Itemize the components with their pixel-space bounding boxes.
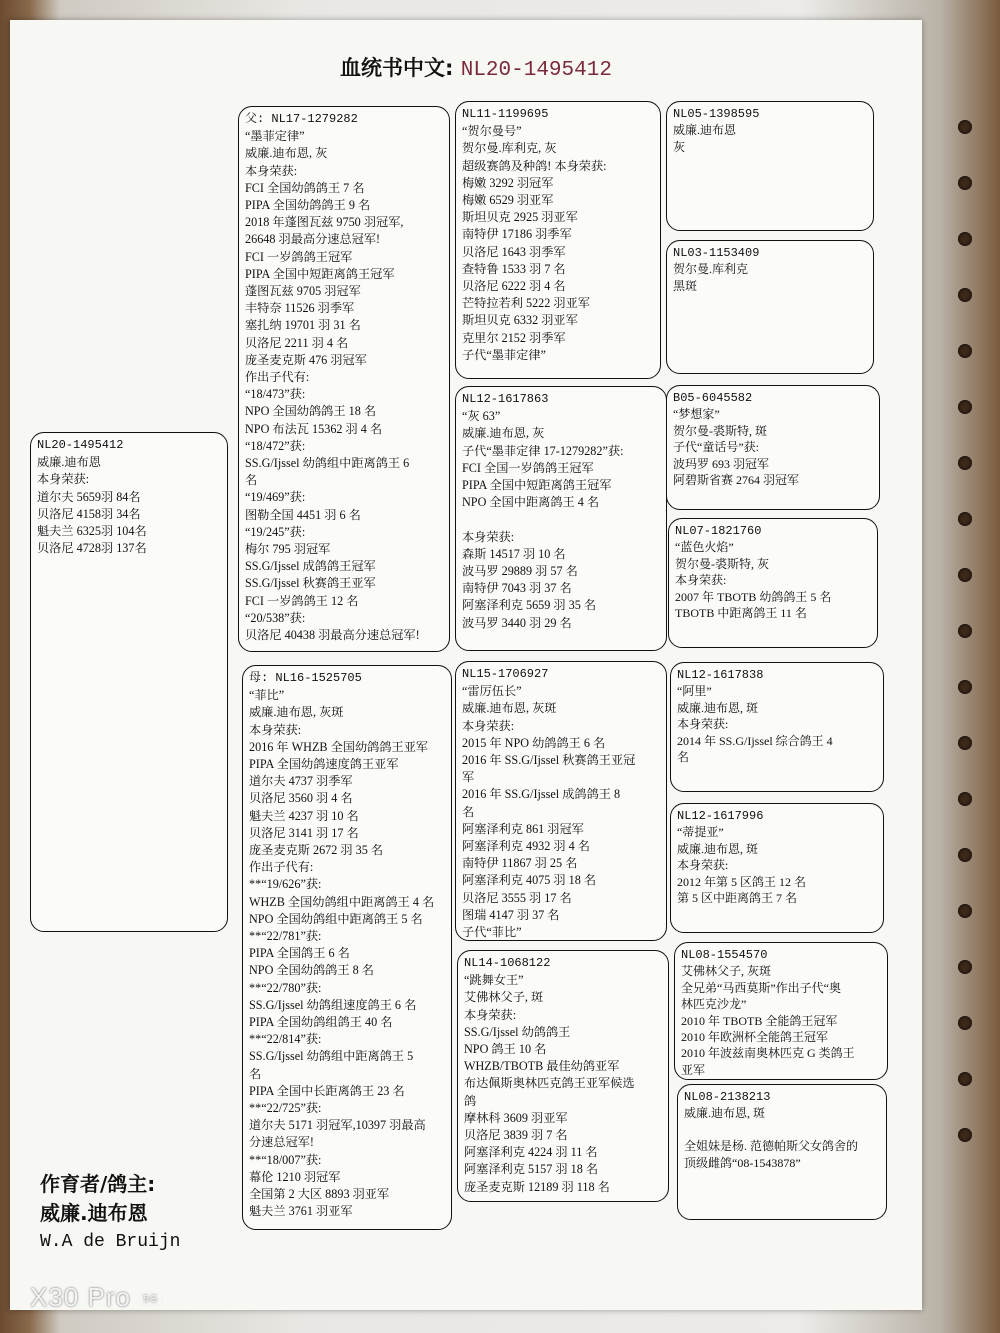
pedigree-line: **“22/781”获: [249, 929, 322, 944]
pedigree-line: 威廉.迪布恩, 斑 [677, 700, 759, 715]
binder-hole [958, 848, 972, 862]
pedigree-line: 全兄弟“马西莫斯”作出子代“奥 [681, 980, 841, 995]
sire-box [238, 106, 450, 652]
pigeon-ring-number: NL08-1554570 [681, 948, 768, 962]
binder-hole [958, 1128, 972, 1142]
pedigree-line: SS.G/Ijssel 成鸽鸽王冠军 [245, 559, 376, 574]
pedigree-line: 亚军 [681, 1062, 706, 1077]
title-prefix: 血统书中文: [340, 56, 454, 80]
pedigree-line: 庞圣麦克斯 12189 羽 118 名 [464, 1179, 610, 1194]
binder-hole [958, 288, 972, 302]
pigeon-ring-number: NL07-1821760 [675, 524, 762, 538]
pedigree-line: NPO 全国幼鸽鸽王 8 名 [249, 963, 374, 978]
binder-hole [958, 1072, 972, 1086]
pedigree-line: “19/469”获: [245, 490, 306, 505]
pedigree-line: 艾佛林父子, 灰斑 [681, 964, 772, 979]
pigeon-ring-number: NL05-1398595 [673, 107, 760, 121]
pedigree-line: SS.G/Ijssel 幼鸽组速度鸽王 6 名 [249, 997, 417, 1012]
pigeon-ring-number: NL12-1617863 [462, 392, 549, 406]
pedigree-line: 斯坦贝克 2925 羽亚军 [462, 210, 578, 225]
pedigree-line: **“18/007”获: [249, 1152, 322, 1167]
pedigree-line: PIPA 全国鸽王 6 名 [249, 946, 350, 961]
pigeon-ring-number: NL12-1617996 [677, 809, 764, 823]
pedigree-line: 贝洛尼 4158羽 34名 [37, 506, 141, 521]
pedigree-line: 2010 年波兹南奥林匹克 G 类鸽王 [681, 1046, 855, 1061]
pedigree-line: 贝洛尼 2211 羽 4 名 [245, 335, 349, 350]
pigeon-ring-number: NL11-1199695 [462, 107, 549, 121]
pedigree-line: 威廉.迪布恩, 灰斑 [462, 701, 557, 716]
pedigree-line: FCI 一岁鸽鸽王 12 名 [245, 593, 359, 608]
pedigree-line: SS.G/Ijssel 幼鸽组中距离鸽王 6 [245, 456, 410, 471]
breeder-info [40, 1170, 180, 1256]
pedigree-line: 魁夫兰 4237 羽 10 名 [249, 808, 359, 823]
pedigree-line: PIPA 全国幼鸽组鸽王 40 名 [249, 1015, 393, 1030]
pedigree-line: “跳舞女王” [464, 973, 524, 988]
pedigree-line: **“22/780”获: [249, 980, 322, 995]
pedigree-line: 阿塞泽利克 4932 羽 4 名 [462, 839, 590, 854]
pedigree-line: **“22/814”获: [249, 1032, 322, 1047]
pedigree-line [684, 1122, 880, 1138]
pedigree-line: 阿碧斯省赛 2764 羽冠军 [673, 473, 800, 488]
camera-watermark [30, 1282, 163, 1313]
pedigree-line: PIPA 全国中长距离鸽王 23 名 [249, 1083, 405, 1098]
pedigree-line: “20/538”获: [245, 610, 306, 625]
sire-sire-box [455, 101, 661, 379]
pedigree-line: 阿塞泽利克 4075 羽 18 名 [462, 873, 597, 888]
pedigree-line: SS.G/Ijssel 幼鸽组中距离鸽王 5 [249, 1049, 414, 1064]
pedigree-line: 名 [462, 804, 475, 819]
pedigree-line: **“19/626”获: [249, 877, 322, 892]
pedigree-line: 庞圣麦克斯 476 羽冠军 [245, 352, 367, 367]
pedigree-line: FCI 全国幼鸽鸽王 7 名 [245, 180, 365, 195]
pedigree-line: 波马罗 29889 羽 57 名 [462, 564, 578, 579]
subject-pigeon-box [30, 432, 228, 932]
dam-dam-box [457, 950, 669, 1202]
pedigree-line: 塞扎纳 19701 羽 31 名 [245, 318, 361, 333]
pedigree-line: “18/472”获: [245, 438, 306, 453]
grandsire-box-7 [674, 942, 888, 1080]
pedigree-line: “蒂提亚” [677, 825, 724, 840]
pedigree-line: 南特伊 7043 羽 37 名 [462, 581, 572, 596]
pedigree-line: 道尔夫 5171 羽冠军,10397 羽最高 [249, 1118, 426, 1133]
pedigree-line: FCI 全国一岁鸽鸽王冠军 [462, 460, 594, 475]
pedigree-line: 2016 年 SS.G/Ijssel 秋赛鸽王亚冠 [462, 753, 636, 768]
pigeon-ring-number: 父: NL17-1279282 [245, 112, 358, 126]
binder-hole [958, 792, 972, 806]
pedigree-line: “墨菲定律” [245, 129, 305, 144]
pedigree-line: 名 [677, 750, 690, 765]
pedigree-line: 威廉.迪布恩, 斑 [677, 841, 759, 856]
breeder-label: 作育者/鸽主: [40, 1172, 156, 1196]
pedigree-line: “贺尔曼号” [462, 124, 522, 139]
pedigree-line: 鸽 [464, 1093, 477, 1108]
pedigree-line: 道尔夫 4737 羽季军 [249, 774, 353, 789]
binder-holes [958, 120, 976, 1220]
pedigree-line: 贝洛尼 3560 羽 4 名 [249, 791, 353, 806]
pedigree-line: 森斯 14517 羽 10 名 [462, 546, 566, 561]
pedigree-line: TBOTB 中距离鸽王 11 名 [675, 606, 807, 621]
pedigree-line: 阿塞泽利克 5659 羽 35 名 [462, 598, 597, 613]
pedigree-line: 南特伊 17186 羽季军 [462, 227, 572, 242]
pedigree-line: 本身荣获: [462, 529, 515, 544]
pedigree-line: 摩林科 3609 羽亚军 [464, 1110, 568, 1125]
breeder-name-chinese: 威廉.迪布恩 [40, 1201, 148, 1225]
pedigree-line: 图勒全国 4451 羽 6 名 [245, 507, 361, 522]
pedigree-line: 图瑞 4147 羽 37 名 [462, 907, 560, 922]
pedigree-line: PIPA 全国幼鸽鸽王 9 名 [245, 198, 371, 213]
pedigree-line: 贺尔曼-裘斯特, 灰 [675, 556, 769, 571]
pedigree-line: 本身荣获: [675, 573, 727, 588]
pedigree-line: 子代“墨菲定律” [462, 347, 546, 362]
pigeon-ring-number: 母: NL16-1525705 [249, 671, 362, 685]
pedigree-line: 梅嫩 6529 羽亚军 [462, 193, 554, 208]
pedigree-line: 威廉.迪布恩, 斑 [684, 1106, 766, 1121]
pedigree-line: 艾佛林父子, 斑 [464, 990, 544, 1005]
dam-box [242, 665, 452, 1230]
pedigree-line: 顶级雌鸽“08-1543878” [684, 1155, 801, 1170]
pedigree-line: 贝洛尼 3555 羽 17 名 [462, 890, 572, 905]
pedigree-line: 本身荣获: [249, 722, 302, 737]
pedigree-line: 蓬图瓦兹 9705 羽冠军 [245, 284, 361, 299]
pedigree-line: “19/245”获: [245, 524, 306, 539]
pedigree-line: NPO 鸽王 10 名 [464, 1042, 547, 1057]
binder-hole [958, 344, 972, 358]
pedigree-line: 贺尔曼.库利克, 灰 [462, 141, 557, 156]
pedigree-line: 分速总冠军! [249, 1135, 314, 1150]
pedigree-line: NPO 全国幼鸽鸽王 18 名 [245, 404, 377, 419]
pedigree-line: NPO 布法瓦 15362 羽 4 名 [245, 421, 383, 436]
title-ring-number: NL20-1495412 [460, 59, 612, 82]
pedigree-line: **“22/725”获: [249, 1101, 322, 1116]
pedigree-line: 2010 年欧洲杯全能鸽王冠军 [681, 1030, 829, 1045]
pedigree-line: 芒特拉若利 5222 羽亚军 [462, 296, 590, 311]
pedigree-line: NPO 全国中距离鸽王 4 名 [462, 495, 600, 510]
grandsire-box-1 [666, 101, 874, 231]
pedigree-line: 林匹克沙龙” [681, 997, 747, 1012]
pigeon-ring-number: NL15-1706927 [462, 667, 549, 681]
pedigree-line: 南特伊 11867 羽 25 名 [462, 856, 578, 871]
pedigree-line: SS.G/Ijssel 幼鸽鸽王 [464, 1024, 571, 1039]
pigeon-ring-number: NL03-1153409 [673, 246, 760, 260]
pigeon-ring-number: NL08-2138213 [684, 1090, 771, 1104]
pedigree-line: 梅嫩 3292 羽冠军 [462, 175, 554, 190]
pedigree-line: 本身荣获: [462, 718, 515, 733]
pedigree-line: 威廉.迪布恩 [37, 455, 101, 470]
pedigree-line: 丰特奈 11526 羽季军 [245, 301, 355, 316]
sire-dam-box [455, 386, 667, 651]
pedigree-line: 贺尔曼.库利克 [673, 262, 749, 277]
pedigree-line: 波玛罗 693 羽冠军 [673, 456, 770, 471]
pedigree-line: 威廉.迪布恩, 灰 [462, 426, 545, 441]
pedigree-line: FCI 一岁鸽鸽王冠军 [245, 249, 353, 264]
pedigree-line: 名 [245, 473, 258, 488]
pedigree-line: 超级赛鸽及种鸽! 本身荣获: [462, 158, 607, 173]
pedigree-line: 全国第 2 大区 8893 羽亚军 [249, 1187, 390, 1202]
pedigree-line: “蓝色火焰” [675, 540, 734, 555]
pedigree-line: 灰 [673, 139, 686, 154]
pedigree-line: “灰 63” [462, 409, 501, 424]
grandsire-box-3 [666, 385, 880, 510]
pedigree-line: WHZB/TBOTB 最佳幼鸽亚军 [464, 1059, 620, 1074]
pedigree-line: 全姐妹是杨. 范德帕斯父女鸽舍的 [684, 1139, 859, 1154]
grandsire-box-5 [670, 662, 884, 792]
camera-model: X30 Pro [30, 1282, 131, 1312]
pedigree-line: 贝洛尼 6222 羽 4 名 [462, 279, 566, 294]
pedigree-line: PIPA 全国中短距离鸽王冠军 [245, 266, 395, 281]
pedigree-line: 贝洛尼 3141 羽 17 名 [249, 825, 359, 840]
pedigree-line: 庞圣麦克斯 2672 羽 35 名 [249, 843, 384, 858]
page-title [340, 52, 612, 82]
pedigree-line: 幕伦 1210 羽冠军 [249, 1169, 341, 1184]
pedigree-line: 2016 年 WHZB 全国幼鸽鸽王亚军 [249, 739, 429, 754]
pedigree-line: 军 [462, 770, 475, 785]
binder-hole [958, 680, 972, 694]
dam-sire-box [455, 661, 667, 941]
binder-hole [958, 960, 972, 974]
grandsire-box-8 [677, 1084, 887, 1220]
pedigree-line: 本身荣获: [677, 717, 729, 732]
pedigree-line: 2016 年 SS.G/Ijssel 成鸽鸽王 8 [462, 787, 621, 802]
pigeon-ring-number: NL20-1495412 [37, 438, 124, 452]
pedigree-line: 子代“童话号”获: [673, 440, 759, 455]
binder-hole [958, 176, 972, 190]
binder-hole [958, 456, 972, 470]
pedigree-line: 斯坦贝克 6332 羽亚军 [462, 313, 578, 328]
pedigree-line: 波马罗 3440 羽 29 名 [462, 615, 572, 630]
pedigree-line: 克里尔 2152 羽季军 [462, 330, 566, 345]
network-badge: 5G [139, 1293, 162, 1306]
pedigree-line: 26648 羽最高分速总冠军! [245, 232, 381, 247]
pedigree-line: 作出子代有: [249, 860, 314, 875]
pedigree-line: 名 [249, 1066, 262, 1081]
pedigree-line: PIPA 全国中短距离鸽王冠军 [462, 478, 612, 493]
pedigree-line: 2018 年蓬图瓦兹 9750 羽冠军, [245, 215, 404, 230]
pedigree-line: 2015 年 NPO 幼鸽鸽王 6 名 [462, 735, 606, 750]
pedigree-line: 道尔夫 5659羽 84名 [37, 489, 141, 504]
pedigree-line: 魁夫兰 6325羽 104名 [37, 524, 147, 539]
pedigree-line: 黑斑 [673, 278, 698, 293]
pedigree-line: 2012 年第 5 区鸽王 12 名 [677, 874, 807, 889]
pedigree-line: SS.G/Ijssel 秋赛鸽王亚军 [245, 576, 376, 591]
binder-hole [958, 120, 972, 134]
pedigree-line: 2007 年 TBOTB 幼鸽鸽王 5 名 [675, 589, 832, 604]
pedigree-line: 贝洛尼 3839 羽 7 名 [464, 1128, 568, 1143]
pedigree-line: 本身荣获: [464, 1007, 517, 1022]
binder-hole [958, 904, 972, 918]
pedigree-line: 贝洛尼 4728羽 137名 [37, 541, 147, 556]
pedigree-line: “阿里” [677, 684, 712, 699]
pigeon-ring-number: NL12-1617838 [677, 668, 764, 682]
grandsire-box-2 [666, 240, 874, 374]
pigeon-ring-number: B05-6045582 [673, 391, 753, 405]
pedigree-line: 阿塞泽利克 4224 羽 11 名 [464, 1145, 598, 1160]
pedigree-line: 阿塞泽利克 861 羽冠军 [462, 821, 584, 836]
pedigree-line: 威廉.迪布恩 [673, 123, 737, 138]
binder-hole [958, 512, 972, 526]
pedigree-line: NPO 全国幼鸽组中距离鸽王 5 名 [249, 911, 423, 926]
pedigree-line: “18/473”获: [245, 387, 306, 402]
pedigree-line: 2014 年 SS.G/Ijssel 综合鸽王 4 [677, 733, 833, 748]
pedigree-line: 作出子代有: [245, 370, 310, 385]
pedigree-line: “梦想家” [673, 407, 720, 422]
pedigree-line: 梅尔 795 羽冠军 [245, 542, 331, 557]
pedigree-line: 魁夫兰 3761 羽亚军 [249, 1204, 353, 1219]
pedigree-line: 贺尔曼-裘斯特, 斑 [673, 423, 767, 438]
binder-hole [958, 232, 972, 246]
pedigree-line: 本身荣获: [37, 472, 90, 487]
pedigree-line: 第 5 区中距离鸽王 7 名 [677, 891, 798, 906]
breeder-name-dutch: W.A de Bruijn [40, 1232, 181, 1252]
binder-hole [958, 400, 972, 414]
pedigree-line: 2010 年 TBOTB 全能鸽王冠军 [681, 1013, 838, 1028]
pedigree-line: 本身荣获: [677, 858, 729, 873]
pedigree-line: “菲比” [249, 688, 285, 703]
pedigree-line: WHZB 全国幼鸽组中距离鸽王 4 名 [249, 894, 435, 909]
pedigree-line: 布达佩斯奥林匹克鸽王亚军候选 [464, 1076, 635, 1091]
pedigree-line: 阿塞泽利克 5157 羽 18 名 [464, 1162, 599, 1177]
pedigree-line: 子代“墨菲定律 17-1279282”获: [462, 443, 624, 458]
pedigree-line: 查特鲁 1533 羽 7 名 [462, 261, 566, 276]
binder-hole [958, 624, 972, 638]
binder-hole [958, 1016, 972, 1030]
grandsire-box-4 [668, 518, 878, 648]
pedigree-line: 本身荣获: [245, 163, 298, 178]
pedigree-line: 威廉.迪布恩, 灰斑 [249, 705, 344, 720]
pedigree-line: 子代“菲比” [462, 925, 522, 940]
grandsire-box-6 [670, 803, 884, 933]
pedigree-line: 贝洛尼 40438 羽最高分速总冠军! [245, 628, 420, 643]
pedigree-line [462, 511, 660, 528]
pigeon-ring-number: NL14-1068122 [464, 956, 551, 970]
pedigree-line: “雷厉伍长” [462, 684, 522, 699]
pedigree-line: 贝洛尼 1643 羽季军 [462, 244, 566, 259]
binder-hole [958, 568, 972, 582]
pedigree-line: PIPA 全国幼鸽速度鸽王亚军 [249, 757, 399, 772]
pedigree-line: 威廉.迪布恩, 灰 [245, 146, 328, 161]
binder-hole [958, 736, 972, 750]
